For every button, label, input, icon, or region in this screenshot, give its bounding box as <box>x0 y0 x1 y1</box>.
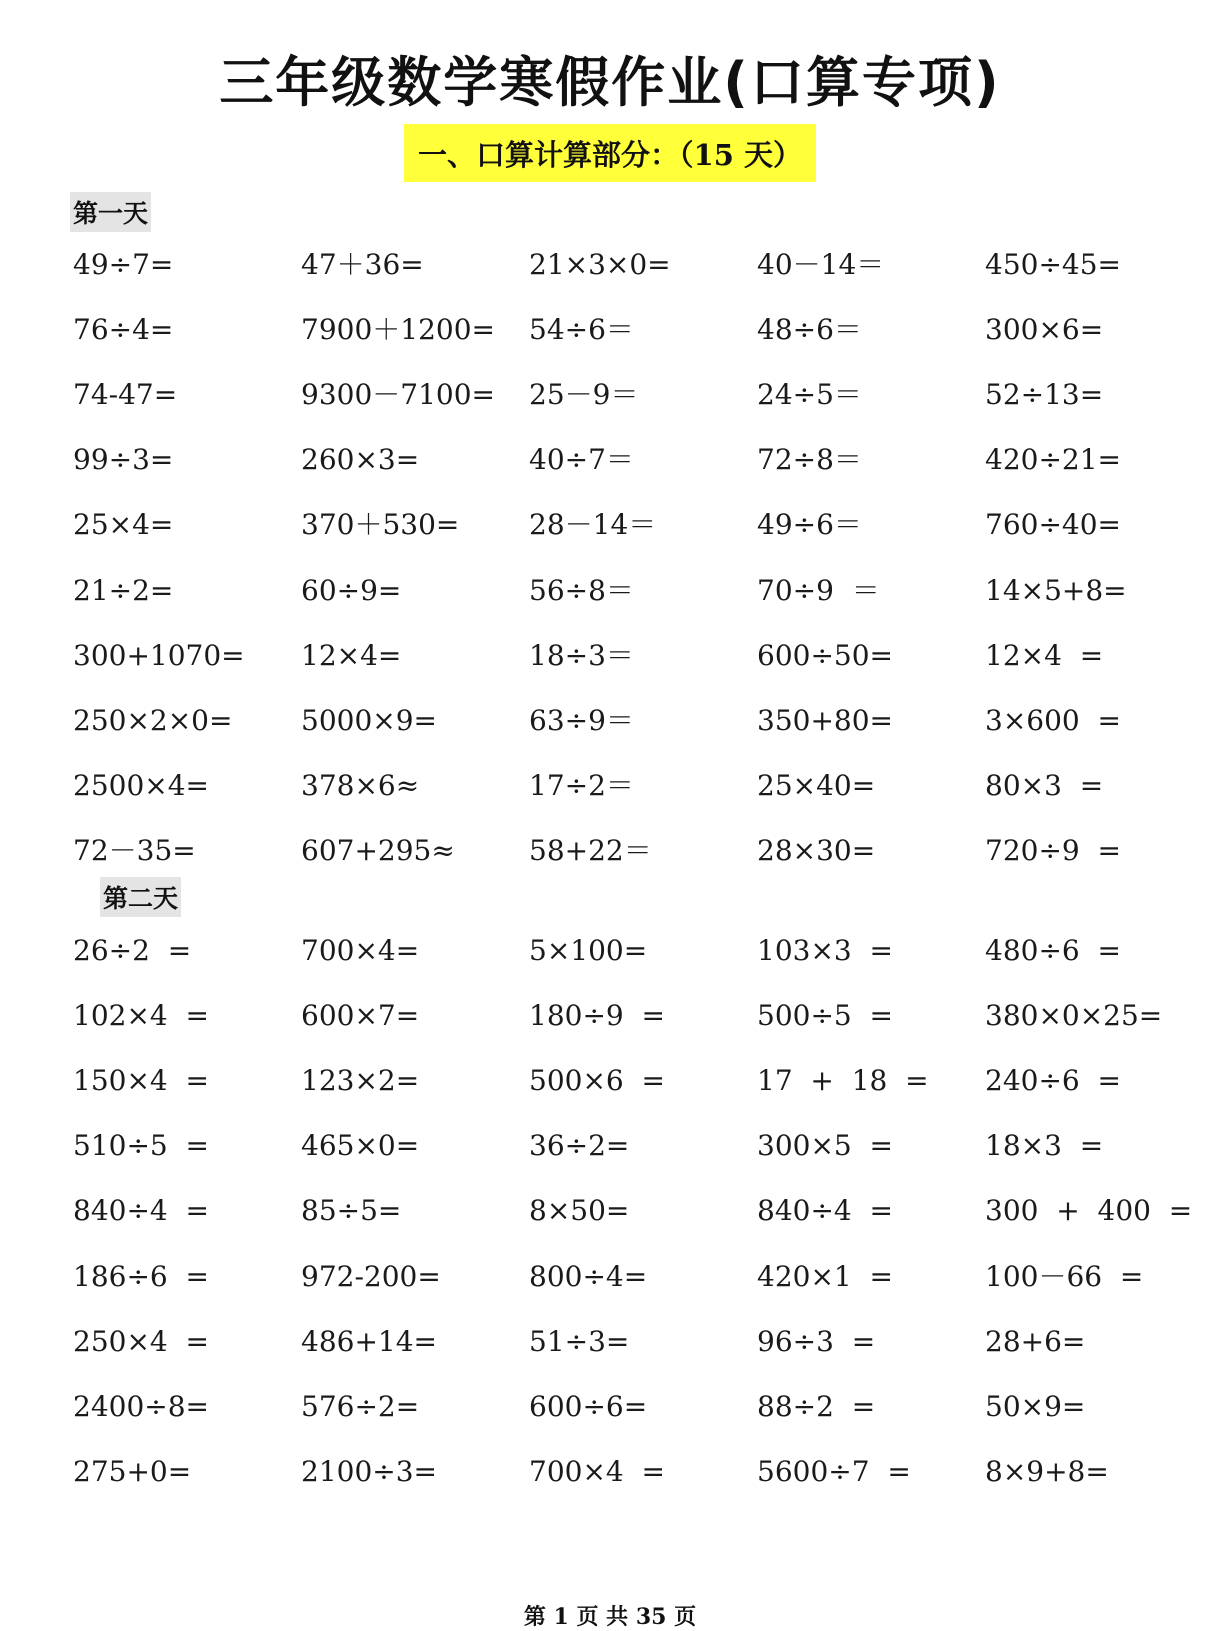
problem-row <box>73 1257 1213 1297</box>
math-problem: 300+1070= <box>73 638 245 672</box>
math-problem: 88÷2 = <box>757 1389 876 1423</box>
math-problem: 96÷3 = <box>757 1324 876 1358</box>
math-problem: 250×4 = <box>73 1324 209 1358</box>
math-problem: 72－35= <box>73 833 196 867</box>
problem-row <box>73 505 1213 545</box>
math-problem: 40－14＝ <box>757 248 885 281</box>
math-problem: 70÷9 ＝ <box>757 573 880 607</box>
problem-row <box>73 375 1213 415</box>
problem-row <box>73 571 1213 611</box>
day-label-2: 第二天 <box>100 877 181 917</box>
math-problem: 99÷3= <box>73 443 174 477</box>
math-problem: 420÷21= <box>985 443 1121 477</box>
math-problem: 9300－7100= <box>301 378 495 412</box>
math-problem: 350+80= <box>757 703 893 737</box>
math-problem: 700×4 = <box>529 1454 665 1488</box>
math-problem: 72÷8＝ <box>757 443 862 477</box>
math-problem: 378×6≈ <box>301 768 420 802</box>
math-problem: 600×7= <box>301 999 420 1033</box>
math-problem: 51÷3= <box>529 1324 630 1358</box>
math-problem: 36÷2= <box>529 1129 630 1163</box>
math-problem: 49÷6＝ <box>757 508 862 542</box>
math-problem: 40÷7＝ <box>529 443 634 477</box>
math-problem: 103×3 = <box>757 934 893 967</box>
section-heading-wrap <box>0 124 1220 182</box>
page-footer: 第 1 页 共 35 页 <box>523 1604 697 1630</box>
math-problem: 24÷5＝ <box>757 378 862 412</box>
math-problem: 150×4 = <box>73 1064 209 1098</box>
math-problem: 5×100= <box>529 934 648 967</box>
math-problem: 74-47= <box>73 378 178 412</box>
problem-row <box>73 245 1213 285</box>
math-problem: 28－14＝ <box>529 508 657 542</box>
math-problem: 18×3 = <box>985 1129 1104 1163</box>
math-problem: 102×4 = <box>73 999 209 1033</box>
math-problem: 12×4 = <box>985 638 1104 672</box>
math-problem: 300 + 400 = <box>985 1194 1193 1228</box>
math-problem: 380×0×25= <box>985 999 1163 1033</box>
math-problem: 2400÷8= <box>73 1389 209 1423</box>
math-problem: 600÷50= <box>757 638 893 672</box>
math-problem: 100－66 = <box>985 1259 1144 1293</box>
math-problem: 700×4= <box>301 934 420 967</box>
math-problem: 300×5 = <box>757 1129 893 1163</box>
math-problem: 56÷8＝ <box>529 573 634 607</box>
math-problem: 186÷6 = <box>73 1259 209 1293</box>
problem-row <box>73 1387 1213 1427</box>
math-problem: 260×3= <box>301 443 420 477</box>
math-problem: 14×5+8= <box>985 573 1127 607</box>
math-problem: 17 + 18 = <box>757 1064 929 1098</box>
problem-row <box>73 701 1213 741</box>
math-problem: 2500×4= <box>73 768 209 802</box>
math-problem: 25×40= <box>757 768 876 802</box>
math-problem: 21÷2= <box>73 573 174 607</box>
math-problem: 5600÷7 = <box>757 1454 911 1488</box>
math-problem: 486+14= <box>301 1324 437 1358</box>
math-problem: 26÷2 = <box>73 934 192 967</box>
day-label-1: 第一天 <box>70 192 151 232</box>
math-problem: 58+22＝ <box>529 833 652 867</box>
math-problem: 500÷5 = <box>757 999 893 1033</box>
problem-row <box>73 1126 1213 1166</box>
math-problem: 48÷6＝ <box>757 313 862 347</box>
math-problem: 47＋36= <box>301 248 424 281</box>
math-problem: 450÷45= <box>985 248 1121 281</box>
problem-row <box>73 1452 1213 1492</box>
math-problem: 720÷9 = <box>985 833 1121 867</box>
math-problem: 85÷5= <box>301 1194 402 1228</box>
math-problem: 600÷6= <box>529 1389 648 1423</box>
math-problem: 123×2= <box>301 1064 420 1098</box>
math-problem: 76÷4= <box>73 313 174 347</box>
math-problem: 8×50= <box>529 1194 630 1228</box>
math-problem: 972-200= <box>301 1259 441 1293</box>
math-problem: 7900＋1200= <box>301 313 495 347</box>
math-problem: 480÷6 = <box>985 934 1121 967</box>
math-problem: 180÷9 = <box>529 999 665 1033</box>
math-problem: 275+0= <box>73 1454 192 1488</box>
problem-row <box>73 1191 1213 1231</box>
math-problem: 240÷6 = <box>985 1064 1121 1098</box>
problem-row <box>73 1322 1213 1362</box>
math-problem: 420×1 = <box>757 1259 893 1293</box>
problem-row <box>73 310 1213 350</box>
math-problem: 8×9+8= <box>985 1454 1109 1488</box>
math-problem: 3×600 = <box>985 703 1121 737</box>
math-problem: 607+295≈ <box>301 833 455 867</box>
math-problem: 50×9= <box>985 1389 1086 1423</box>
problem-row <box>73 636 1213 676</box>
math-problem: 52÷13= <box>985 378 1104 412</box>
math-problem: 840÷4 = <box>757 1194 893 1228</box>
math-problem: 576÷2= <box>301 1389 420 1423</box>
problem-row <box>73 831 1213 871</box>
math-problem: 49÷7= <box>73 248 174 281</box>
math-problem: 510÷5 = <box>73 1129 209 1163</box>
math-problem: 760÷40= <box>985 508 1121 542</box>
math-problem: 80×3 = <box>985 768 1104 802</box>
math-problem: 500×6 = <box>529 1064 665 1098</box>
math-problem: 25×4= <box>73 508 174 542</box>
math-problem: 25－9＝ <box>529 378 639 412</box>
math-problem: 63÷9＝ <box>529 703 634 737</box>
math-problem: 840÷4 = <box>73 1194 209 1228</box>
problem-row <box>73 931 1213 971</box>
math-problem: 300×6= <box>985 313 1104 347</box>
math-problem: 18÷3＝ <box>529 638 634 672</box>
math-problem: 12×4= <box>301 638 402 672</box>
math-problem: 28×30= <box>757 833 876 867</box>
math-problem: 800÷4= <box>529 1259 648 1293</box>
math-problem: 250×2×0= <box>73 703 233 737</box>
section-heading: 一、口算计算部分：（15 天） <box>404 124 816 182</box>
math-problem: 60÷9= <box>301 573 402 607</box>
math-problem: 28+6= <box>985 1324 1086 1358</box>
math-problem: 17÷2＝ <box>529 768 634 802</box>
math-problem: 370＋530= <box>301 508 460 542</box>
page-title: 三年级数学寒假作业(口算专项) <box>219 51 1001 114</box>
problem-row <box>73 1061 1213 1101</box>
problem-row <box>73 440 1213 480</box>
math-problem: 21×3×0= <box>529 248 671 281</box>
math-problem: 5000×9= <box>301 703 437 737</box>
problem-row <box>73 766 1213 806</box>
math-problem: 465×0= <box>301 1129 420 1163</box>
math-problem: 2100÷3= <box>301 1454 437 1488</box>
math-problem: 54÷6＝ <box>529 313 634 347</box>
problem-row <box>73 996 1213 1036</box>
